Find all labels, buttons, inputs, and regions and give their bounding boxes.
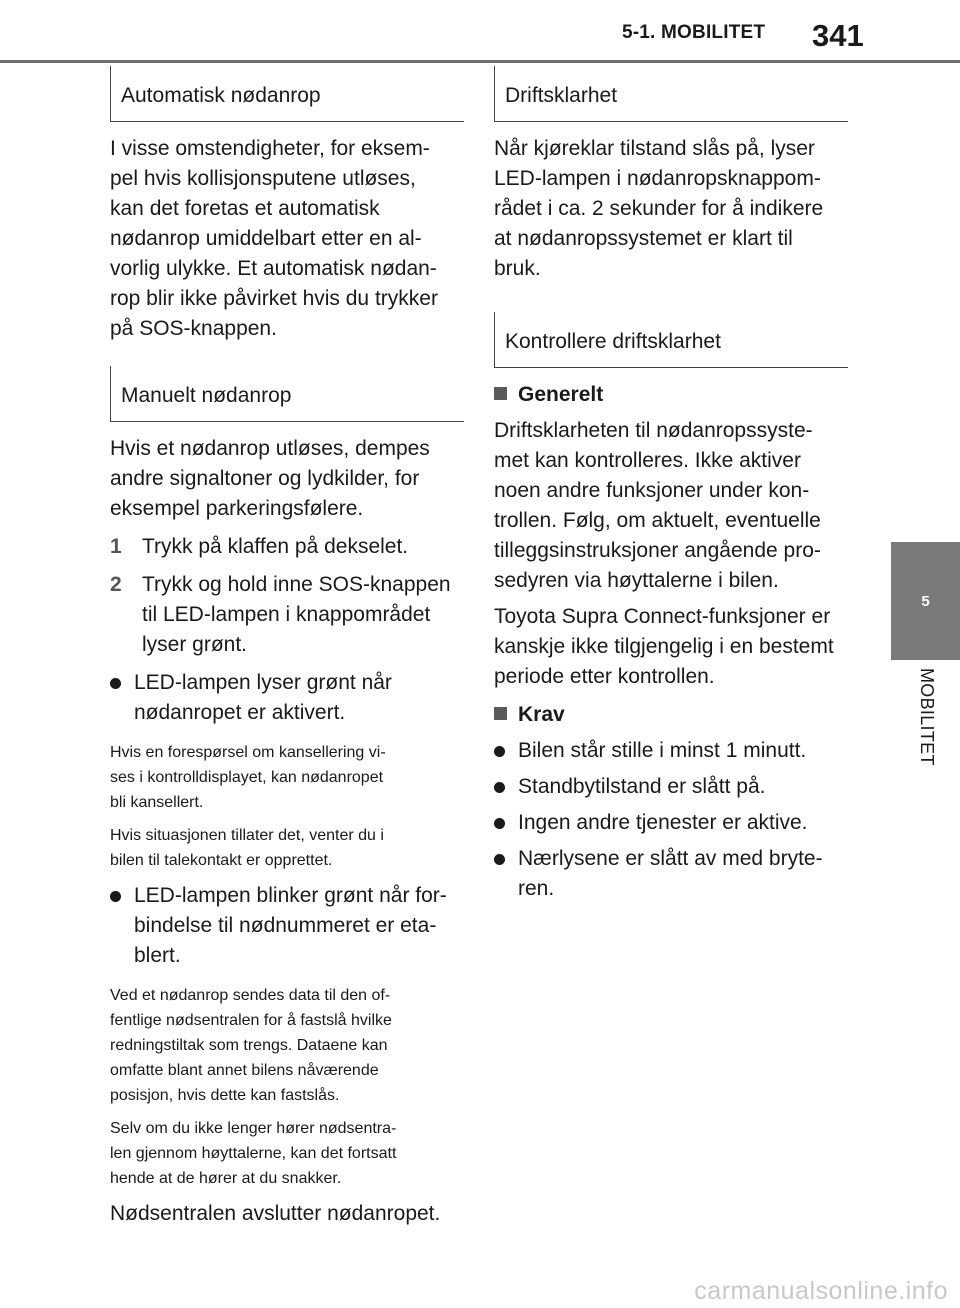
note-text: Hvis situasjonen tillater det, venter du i bilen til talekontakt er opprettet. [110,827,384,869]
section-title: 5-1. MOBILITET [622,22,766,43]
bullet-item [494,844,848,904]
heading-automatic-call: Automatisk nødanrop [121,84,321,107]
heading-box-automatic-call [110,66,464,122]
bullet-dot [494,746,505,757]
bullet-dot [110,891,121,902]
bullet-dot [494,818,505,829]
bullet-text: Nærlysene er slått av med bryte- ren. [518,847,823,900]
page-number: 341 [812,18,864,53]
chapter-number: 5 [921,592,930,610]
heading-box-check-readiness [494,312,848,368]
paragraph: Hvis et nødanrop utløses, dempes andre signaltoner og lydkilder, for eksempel parkeringsfølere. [110,437,430,520]
header-rule [0,60,960,63]
note-text: Selv om du ikke lenger hører nødsentra- len gjennom høyttalerne, kan det fortsatt hende at de hører at du snakker. [110,1120,397,1187]
paragraph: Driftsklarheten til nødanropssyste- met kan kontrolleres. Ikke aktiver noen andre funksjoner under kon- trollen. Følg, om aktuelt, eventuelle tilleggsinstruksjoner angående pro- sedyren via høyttalerne i bilen. [494,419,821,592]
heading-box-readiness [494,66,848,122]
bullet-text: Bilen står stille i minst 1 minutt. [518,739,807,762]
chapter-label-tab [891,662,960,812]
square-bullet-icon [494,387,507,400]
step-number: 1 [110,535,122,558]
bullet-text: LED-lampen lyser grønt når nødanropet er aktivert. [134,671,392,724]
chapter-tab[interactable] [891,542,960,660]
bullet-item [494,736,848,766]
subheading-text: Krav [518,703,565,726]
heading-check-readiness: Kontrollere driftsklarhet [505,330,721,353]
bullet-item [494,772,848,802]
step-item [110,570,464,660]
right-column [494,66,848,904]
heading-manual-call: Manuelt nødanrop [121,384,292,407]
note-text: Hvis en forespørsel om kansellering vi- ses i kontrolldisplayet, kan nødanropet bli kansellert. [110,744,386,811]
bullet-text: Standbytilstand er slått på. [518,775,766,798]
heading-box-manual-call [110,366,464,422]
square-bullet-icon [494,707,507,720]
watermark: carmanualsonline.info [694,1277,948,1305]
bullet-dot [494,782,505,793]
bullet-item [110,881,464,971]
left-column [110,66,464,1229]
bullet-item [110,668,464,728]
subheading-text: Generelt [518,383,604,406]
bullet-dot [494,854,505,865]
chapter-label: MOBILITET [917,668,937,766]
paragraph: Når kjøreklar tilstand slås på, lyser LED-lampen i nødanropsknappom- rådet i ca. 2 sekunder for å indikere at nødanropssystemet er klart til bruk. [494,137,824,280]
step-item [110,532,464,562]
bullet-item [494,808,848,838]
heading-readiness: Driftsklarhet [505,84,618,107]
paragraph: Nødsentralen avslutter nødanropet. [110,1202,441,1225]
step-text: Trykk på klaffen på dekselet. [142,535,409,558]
paragraph: Toyota Supra Connect-funksjoner er kanskje ikke tilgjengelig i en bestemt periode etter kontrollen. [494,605,834,688]
note-text: Ved et nødanrop sendes data til den of- fentlige nødsentralen for å fastslå hvilke redningstiltak som trengs. Dataene kan omfatte blant annet bilens nåværende posisjon, hvis dette kan fastslås. [110,987,392,1104]
step-number: 2 [110,573,122,596]
subheading-general [494,380,848,410]
bullet-dot [110,678,121,689]
bullet-text: Ingen andre tjenester er aktive. [518,811,808,834]
bullet-text: LED-lampen blinker grønt når for- bindelse til nødnummeret er eta- blert. [134,884,447,967]
paragraph: I visse omstendigheter, for eksem- pel hvis kollisjonsputene utløses, kan det foretas et automatisk nødanrop umiddelbart etter en al- vorlig ulykke. Et automatisk nødan- rop blir ikke påvirket hvis du trykker på SOS-knappen. [110,137,438,340]
subheading-requirements [494,700,848,730]
step-text: Trykk og hold inne SOS-knappen til LED-lampen i knappområdet lyser grønt. [142,573,451,656]
